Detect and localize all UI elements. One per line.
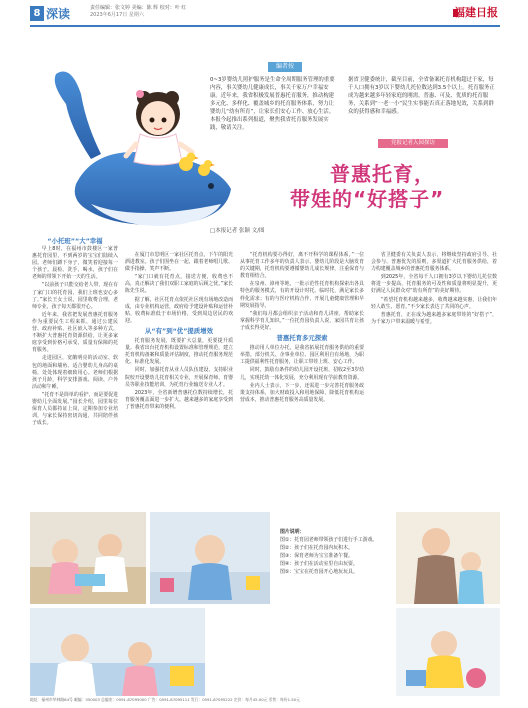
editor-note-left: 0~3岁婴幼儿照护服务是生命全周期服务管理的重要内容，事关婴幼儿健康成长，事关千家万户幸福安康。近年来，我省积极发展普惠托育服务，推动构建多元化、多样化、覆盖城乡的托育服务体系，努力让婴幼儿“幼有所育”，让家长们安心工作、放心生活。本报今起推出系列报道，聚焦我省托育服务发展实践，敬请关注。 bbox=[210, 77, 335, 131]
paragraph: “托育机构要办得好，离不开科学的课程体系。”一位从事托育工作多年的负责人表示，婴幼儿阶段是大脑发育的关键期，托育机构要遵循婴幼儿成长规律，注重保育与教育相结合。 bbox=[240, 252, 364, 280]
paragraph: 推动用人单位办托，是我省拓展托育服务供给的重要举措。部分机关、企事业单位、园区利用自有场地，为职工提供福利性托育服务，让职工带娃上班、安心工作。 bbox=[240, 345, 364, 366]
editor-note-tag: 编者按 bbox=[268, 62, 302, 72]
photo-2 bbox=[150, 512, 270, 604]
photo-kids-blocks bbox=[150, 512, 270, 604]
header-info-line1: 责任编辑：张文婷 美编：陈 辉 校对：叶 红 bbox=[90, 5, 187, 11]
paragraph: 普惠托育，正在成为越来越多家庭带娃的“好搭子”，为千家万户带来温暖与希望。 bbox=[371, 311, 497, 325]
editor-note-right: 据省卫健委统计，截至目前，全省备案托育机构超过千家，每千人口拥有3岁以下婴幼儿托位数达到3.5个以上。托育服务正成为越来越多年轻家庭的刚需，普惠、可及、优质的托育服务，关系到“一老一小”民生实事能否真正落地见效，关系到群众的获得感和幸福感。 bbox=[348, 77, 495, 115]
paragraph: “我们每月都会组织亲子活动和育儿讲座，帮助家长掌握科学育儿知识。”一位托育园负责人说，家园共育让孩子成长得更好。 bbox=[240, 310, 364, 331]
page-header bbox=[0, 0, 528, 26]
newspaper-logo: 福建日报 bbox=[454, 6, 498, 19]
photo-1 bbox=[30, 512, 146, 604]
paragraph: 在厦门市思明区一家社区托育点，下午的阳光洒进教室。孩子们围坐在一起，跟着老师唱儿歌、做手指操，笑声不断。 bbox=[125, 252, 233, 273]
paragraph: 走进园区，宽敞明亮的活动室、软包的地面和墙角、适合婴幼儿身高的桌椅，处处体现着细致用心。老师们根据孩子月龄，科学安排游戏、阅读、户外活动和午睡。 bbox=[32, 355, 118, 390]
photo-teacher-meal bbox=[396, 512, 500, 604]
headline-line2: 带娃的“好搭子” bbox=[290, 187, 445, 211]
article-column-4 bbox=[371, 252, 497, 327]
photo-captions bbox=[280, 528, 390, 576]
captions-title: 图片说明： bbox=[280, 529, 305, 535]
paragraph: 省卫健委有关负责人表示，将继续坚持政府引导、社会参与、普惠优先的原则，多渠道扩大托育服务供给，着力构建覆盖城乡的普惠托育服务体系。 bbox=[371, 252, 497, 273]
photo-area bbox=[30, 512, 500, 697]
paragraph: “家门口就有托育点，接送方便，收费也不高，真正解决了我们双职工家庭的后顾之忧。”家长陈先生说。 bbox=[125, 274, 233, 295]
header-rule bbox=[30, 25, 500, 27]
page-number: 8 bbox=[30, 6, 44, 21]
paragraph: “以前孩子只能交给老人带，现在有了家门口的托育园，我们上班也安心多了。”家长王女士说，园里收费合理，老师专业，孩子每天都很开心。 bbox=[32, 282, 118, 310]
paragraph: 据了解，社区托育点依托社区现有场地改造而成，由专业机构运营，政府给予建设补贴和运营补贴，收费标准低于市场价格，受到周边居民的欢迎。 bbox=[125, 296, 233, 324]
headline-line1: 普惠托育， bbox=[330, 162, 435, 186]
series-tag: 党报记者入园探访 bbox=[378, 139, 448, 148]
header-info bbox=[90, 5, 186, 19]
paragraph: “托育不是简单的看护，而是要促进婴幼儿全面发展。”园长介绍，园里每位保育人员都持证上岗，定期参加专业培训，与家长保持密切沟通，共同陪伴孩子成长。 bbox=[32, 391, 118, 427]
col2-subhead: 从“有”到“优”提质增效 bbox=[145, 326, 213, 335]
caption-item: 图⑤：宝宝在托育园开心地玩玩具。 bbox=[280, 569, 358, 575]
paragraph: 到2025年，全省每千人口拥有3岁以下婴幼儿托位数将进一步提高，托育服务的可及性和质量将明显提升，更好满足人民群众对“幼有所育”的美好期待。 bbox=[371, 274, 497, 295]
caption-item: 图③：保育老师为宝宝准备午餐。 bbox=[280, 553, 353, 559]
col1-subhead: “小托班”“大”幸福 bbox=[47, 237, 103, 245]
whale-girl-illustration bbox=[36, 34, 236, 244]
byline: □本报记者 张颖 文/图 bbox=[210, 228, 265, 234]
paragraph: 早上8时，在福州市鼓楼区一家普惠托育园里，不到两岁的宝宝们陆续入园。老师们蹲下身子，微笑着迎接每一个孩子。晨检、洗手、喝水，孩子们在老师的带领下开始一天的生活。 bbox=[32, 246, 118, 281]
photo-toys bbox=[396, 608, 500, 696]
article-column-1 bbox=[32, 246, 118, 428]
header-info-line2: 2023年6月17日 星期六 bbox=[90, 12, 144, 18]
section-title: 深读 bbox=[46, 7, 71, 21]
paragraph: 在泉州、漳州等地，一批示范性托育机构探索出各具特色的服务模式，有的开设计时托、临时托，满足家长多样化需求；有的与医疗机构合作，开展儿童健康管理和早期发展指导。 bbox=[240, 281, 364, 309]
photo-playroom bbox=[30, 608, 205, 696]
paragraph: 业内人士表示，下一步，还需进一步完善托育服务政策支持体系，加大财政投入和用地保障，降低托育机构运营成本，推动普惠托育服务高质量发展。 bbox=[240, 382, 364, 403]
hero-illustration bbox=[36, 34, 236, 244]
col3-subhead: 普惠托育多元探索 bbox=[276, 334, 328, 343]
photo-4 bbox=[30, 608, 205, 696]
caption-item: 图①：托育园老师带领孩子们进行手工游戏。 bbox=[280, 537, 378, 543]
paragraph: 同时，加强托育从业人员队伍建设，支持职业院校开设婴幼儿托育相关专业，开展保育师、育婴员等职业技能培训，为托育行业输送专业人才。 bbox=[125, 367, 233, 388]
photo-3 bbox=[396, 512, 500, 604]
page-footer: 地址：福州市华林路84号 邮编：350003 总编室：0591-87095000 广告：0591-87095111 发行：0591-87095222 定价：每月45.00元 零售：每份1.50元 bbox=[30, 697, 300, 702]
paragraph: 同时，鼓励有条件的幼儿园开设托班，招收2至3岁幼儿，实现托幼一体化发展，充分利用现有学前教育资源。 bbox=[240, 367, 364, 381]
paragraph: “希望托育机构越来越多，收费越来越实惠，让我们年轻人敢生、愿育。”不少家长表达了共同的心声。 bbox=[371, 296, 497, 310]
paragraph: 托育服务发展，既要扩大总量，更要提升质量。我省出台托育机构设置标准和管理规范，建立托育机构备案和质量评估制度，推动托育服务规范化、标准化发展。 bbox=[125, 338, 233, 366]
photo-5 bbox=[396, 608, 500, 696]
paragraph: 2023年，全省新增普惠托位数持续增长，托育服务覆盖面进一步扩大。越来越多的家庭享受到了普惠托育带来的便利。 bbox=[125, 389, 233, 410]
paragraph: 近年来，我省把发展普惠托育服务作为重要民生工程来抓，通过公建民营、政府补贴、社区嵌入等多种方式，不断扩大普惠托育资源供给，让更多家庭享受到价格可承受、质量有保障的托育服务。 bbox=[32, 311, 118, 354]
caption-item: 图④：孩子们在活动室里自由玩耍。 bbox=[280, 561, 358, 567]
article-column-3 bbox=[240, 252, 364, 405]
photo-kids-craft bbox=[30, 512, 146, 604]
article-column-2 bbox=[125, 252, 233, 412]
caption-item: 图②：孩子们在托育园内玩积木。 bbox=[280, 545, 353, 551]
